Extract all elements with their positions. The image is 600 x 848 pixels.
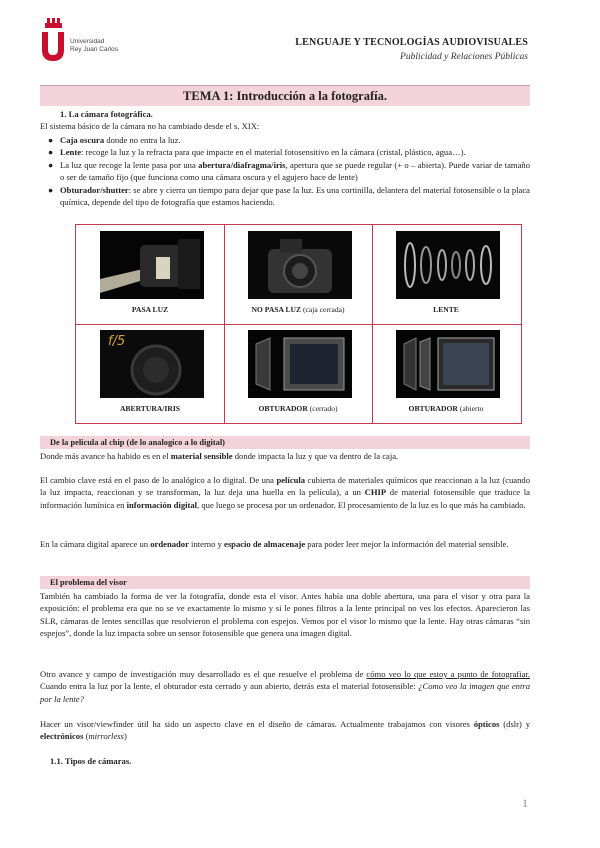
paragraph: En la cámara digital aparece un ordenador interno y espacio de almacenaje para poder leer mejor la información del material sensible. [40,539,509,549]
university-name: Universidad Rey Juan Carlos [70,38,119,53]
grid-caption: NO PASA LUZ (caja cerrada) [251,305,345,314]
list-item: ● La luz que recoge la lente pasa por una abertura/diafragma/iris, apertura que se puede regular (+ o – abierta). Puede variar de tamaño o ser de tamaño fijo (que funciona como una cámara oscura y el agujero hace de lente) [48,159,531,183]
f-stop-label: f/5 [108,334,126,349]
paragraph: El cambio clave está en el paso de lo analógico a lo digital. De una película cubierta de materiales químicos que reaccionan a la luz (cuando la luz impacta, reaccionan y se transforman, la luz deja una huella en la película), a un CHIP de material fotosensible que traduce la información lumínica en información digital, que luego se procesa por un ordenador. El procesamiento de la luz es lo que más ha cambiado. [40,475,531,510]
subsection-heading: 1.1. Tipos de cámaras. [50,756,132,766]
list-item: ● Lente: recoge la luz y la refracta para que impacte en el material fotosensitivo en la cámara (cristal, plástico, agua…). [48,147,466,158]
university-logo [40,18,120,63]
list-item: ● Caja oscura donde no entra la luz. [48,135,181,145]
section-heading: 1. La cámara fotográfica. [60,109,153,119]
shutter-closed-image [248,330,352,398]
section-band-chip: De la pelicula al chip (de lo analogico a lo digital) [40,436,530,449]
grid-cell-obturador-cerrado [224,324,372,423]
list-item: ● Obturador/shutter: se abre y cierra un tiempo para dejar que pase la luz. Es una cortinilla, delantera del material fotosensible o la placa química, depende del tipo de fotografía que estamos haciendo. [48,184,530,208]
page-title: TEMA 1: Introducción a la fotografía. [40,85,530,106]
grid-caption: ABERTURA/IRIS [119,404,181,413]
course-title: LENGUAJE Y TECNOLOGÍAS AUDIOVISUALES [295,37,528,48]
camera-parts-grid [75,224,522,424]
university-crest-icon [40,18,66,62]
grid-cell-obturador-abierto [372,324,520,423]
component-list [40,134,530,208]
aperture-image [100,330,204,398]
camera-closed-image [248,231,352,299]
grid-caption: OBTURADOR (cerrado) [258,404,338,413]
camera-light-image [100,231,204,299]
paragraph: Otro avance y campo de investigación muy desarrollado es el que resuelve el problema de cómo veo lo que estoy a punto de fotografiar. Cuando entra la luz por la lente, el obturador esta cerrado y aun abierto, detrás esta el material fotosensible: ¿Como veo la imagen que entra por la lente? [40,669,530,704]
grid-cell-lente [372,225,520,324]
grid-cell-pasa-luz [76,225,224,324]
shutter-open-image [396,330,500,398]
grid-caption: OBTURADOR (abierto [408,404,484,413]
grid-cell-abertura [76,324,224,423]
degree-name: Publicidad y Relaciones Públicas [400,52,528,62]
section-band-visor: El problema del visor [40,576,530,589]
grid-caption: PASA LUZ [131,305,169,314]
paragraph: Hacer un visor/viewfinder útil ha sido un aspecto clave en el diseño de cámaras. Actualmente trabajamos con visores ópticos (dslr) y electrónicos (mirrorless) [40,719,530,742]
paragraph: Donde más avance ha habido es en el material sensible donde impacta la luz y que va dentro de la caja. [40,451,399,461]
grid-cell-no-pasa-luz [224,225,372,324]
paragraph: También ha cambiado la forma de ver la fotografía, donde esta el visor. Antes había una doble abertura, una para el visor y otra para la exposición: el problema era que no se ve exactamente lo mismo y si le pones filtros a la lente principal no ves los efectos. Aparecieron las SLR, cámaras de lentes sencillas que resolvieron el problema con espejos. Vemos por el visor lo mismo que la lente. Hay otras cámaras “sin espejos”, donde la luz impacta sobre un sensor fotosensible que genera una imagen digital. [40,591,530,639]
lens-elements-image [396,231,500,299]
grid-caption: LENTE [433,305,459,314]
intro-text: El sistema básico de la cámara no ha cambiado desde el s. XIX: [40,121,260,131]
page-number: 1 [522,796,528,810]
